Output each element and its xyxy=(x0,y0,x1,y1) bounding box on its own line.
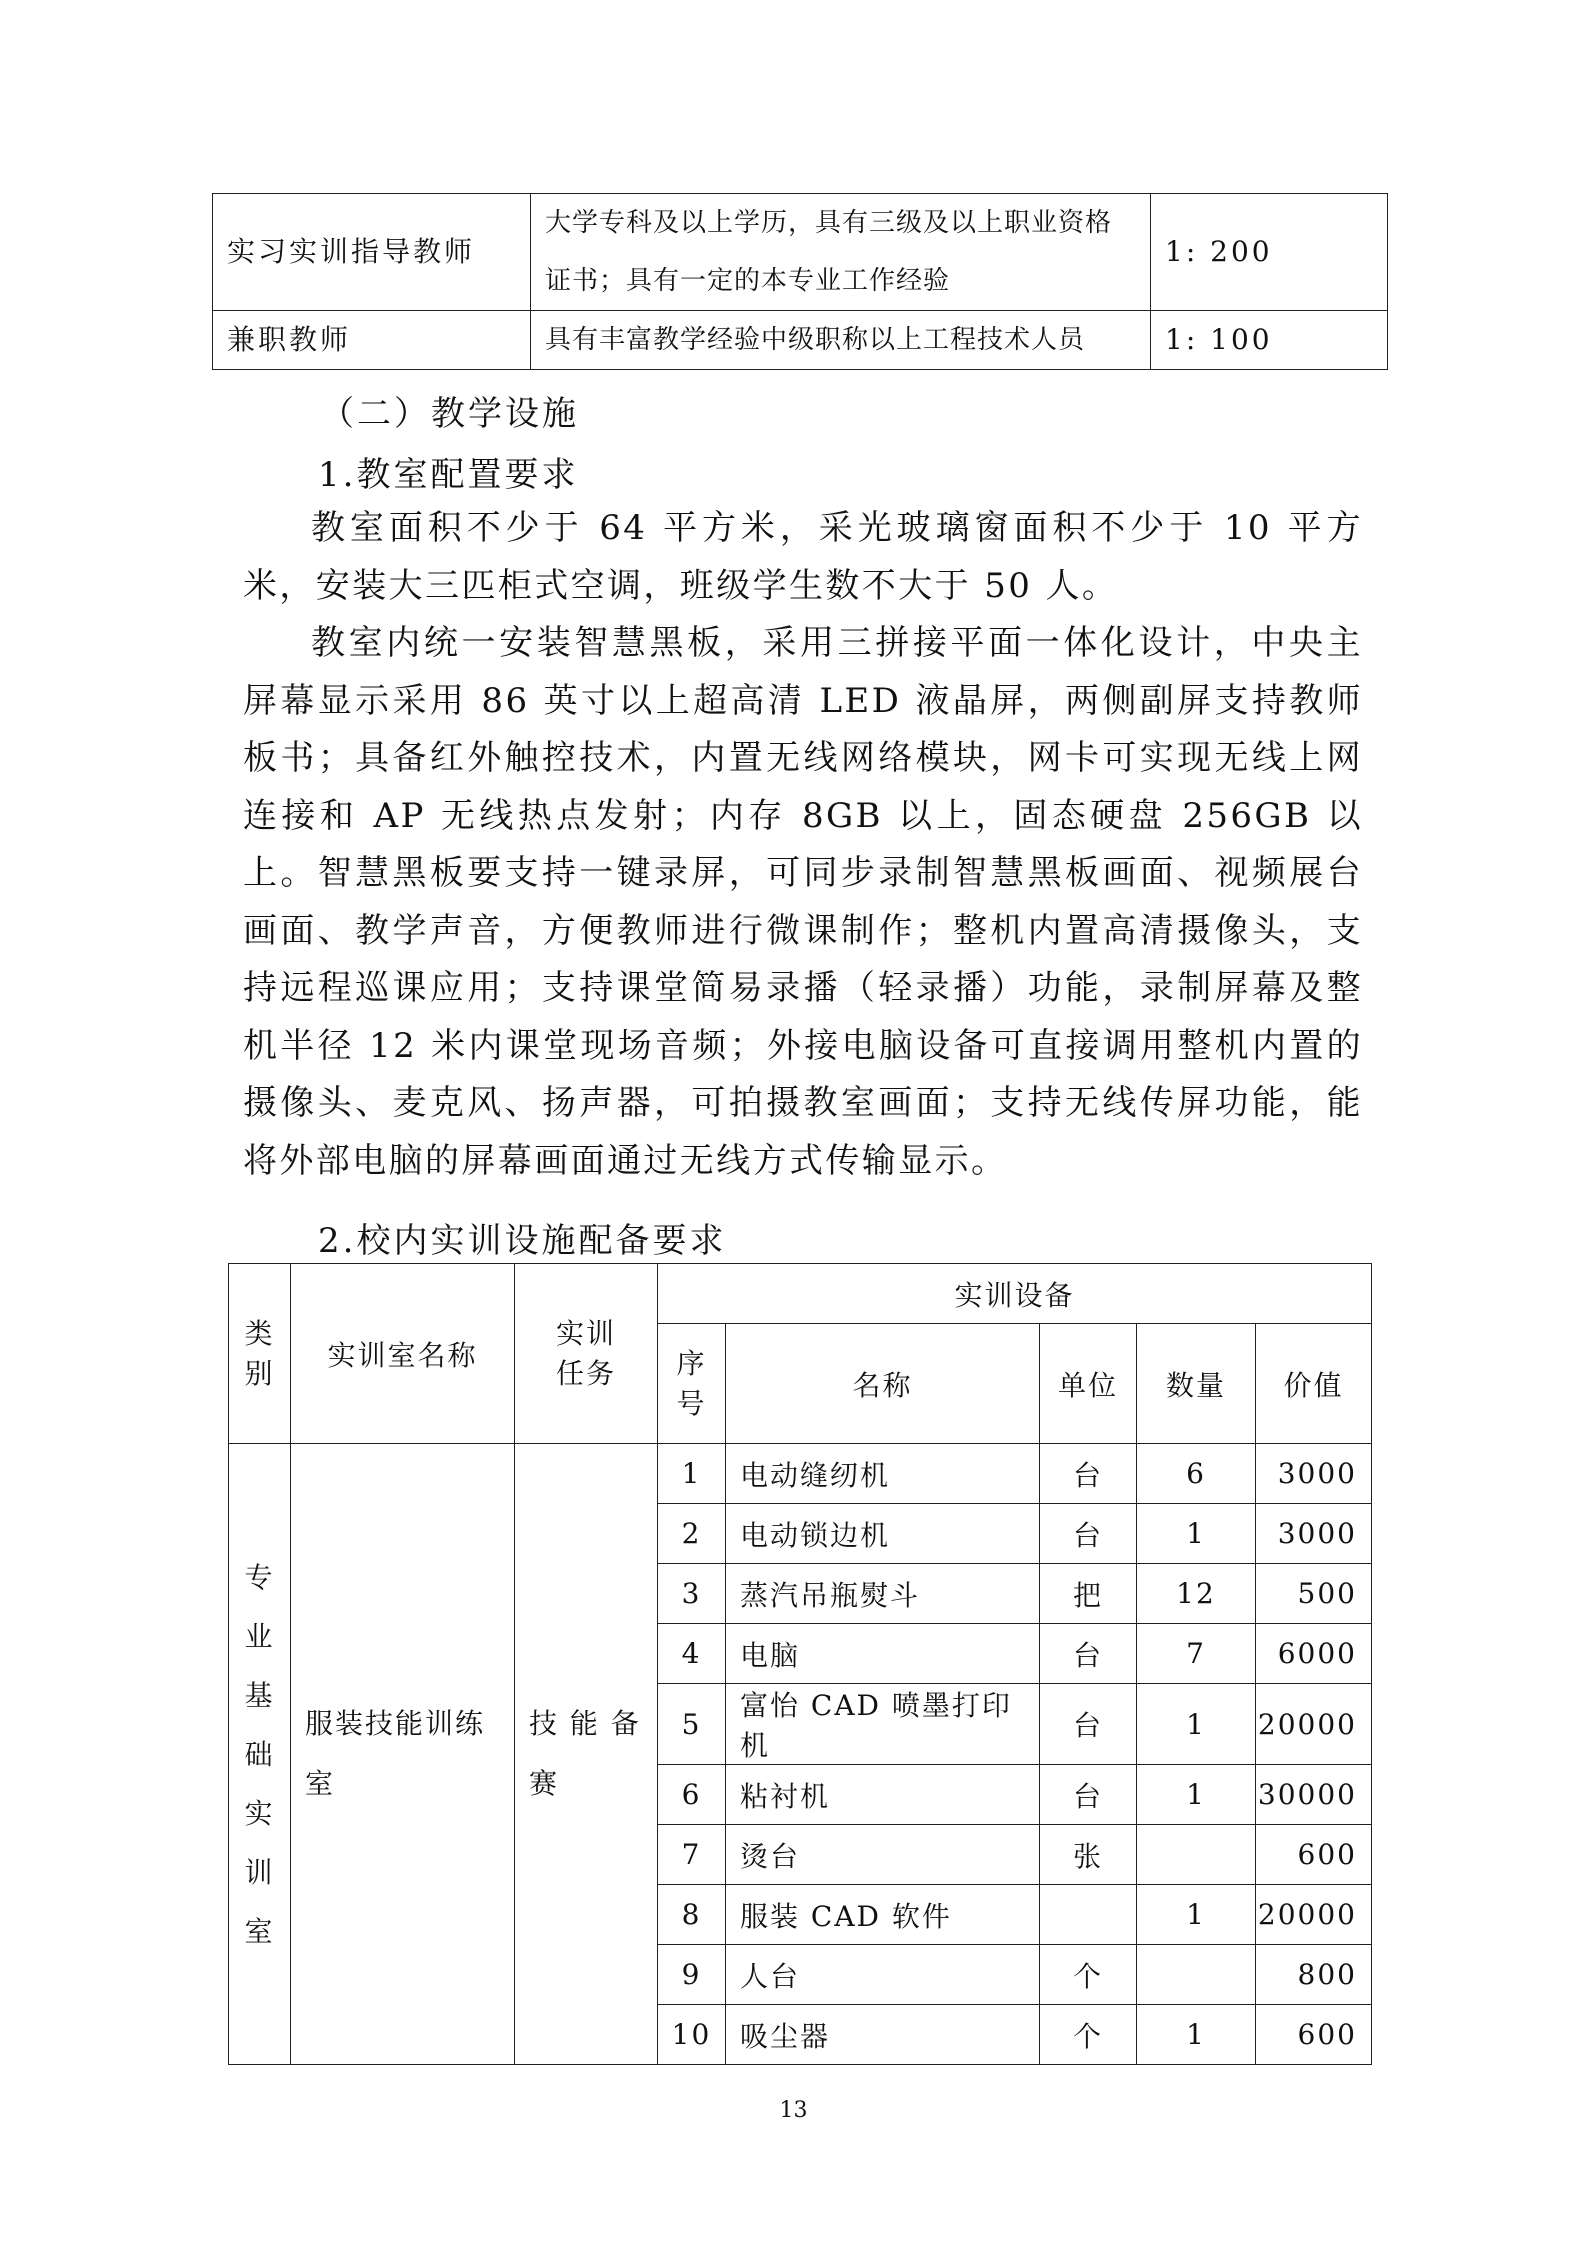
value-cell: 3000 xyxy=(1256,1504,1372,1564)
value-cell: 6000 xyxy=(1256,1624,1372,1684)
equipment-table xyxy=(228,1263,1372,2065)
value-cell: 20000 xyxy=(1256,1684,1372,1765)
requirement-line: 大学专科及以上学历，具有三级及以上职业资格 xyxy=(545,208,1113,238)
table-header-row xyxy=(229,1264,1372,1324)
qty-cell: 6 xyxy=(1137,1444,1256,1504)
seq-header: 序 号 xyxy=(658,1324,726,1444)
role-cell: 兼职教师 xyxy=(213,311,531,370)
paragraph: 教室内统一安装智慧黑板，采用三拼接平面一体化设计，中央主屏幕显示采用 86 英寸以上超高清 LED 液晶屏，两侧副屏支持教师板书；具备红外触控技术，内置无线网络模块，网卡可实现无线上网连接和 AP 无线热点发射；内存 8GB 以上，固态硬盘 256GB 以上。智慧黑板要支持一键录屏，可同步录制智慧黑板画面、视频展台画面、教学声音，方便教师进行微课制作；整机内置高清摄像头，支持远程巡课应用；支持课堂简易录播（轻录播）功能，录制屏幕及整机半径 12 米内课堂现场音频；外接电脑设备可直接调用整机内置的摄像头、麦克风、扬声器，可拍摄教室画面；支持无线传屏功能，能将外部电脑的屏幕画面通过无线方式传输显示。 xyxy=(243,623,1363,1181)
category-cell: 专 业 基 础 实 训 室 xyxy=(229,1444,291,2065)
seq-cell: 7 xyxy=(658,1825,726,1885)
unit-cell: 台 xyxy=(1040,1684,1137,1765)
qty-cell: 7 xyxy=(1137,1624,1256,1684)
qty-cell: 1 xyxy=(1137,1504,1256,1564)
page-number: 13 xyxy=(779,2098,808,2123)
unit-cell: 台 xyxy=(1040,1444,1137,1504)
seq-cell: 6 xyxy=(658,1765,726,1825)
table-row xyxy=(213,311,1388,370)
unit-cell: 个 xyxy=(1040,1945,1137,2005)
name-header: 名称 xyxy=(726,1324,1040,1444)
unit-cell: 台 xyxy=(1040,1624,1137,1684)
name-cell: 电脑 xyxy=(726,1624,1040,1684)
name-cell: 电动缝纫机 xyxy=(726,1444,1040,1504)
seq-cell: 4 xyxy=(658,1624,726,1684)
ratio-cell: 1: 200 xyxy=(1151,194,1388,311)
value-cell: 30000 xyxy=(1256,1765,1372,1825)
name-cell: 吸尘器 xyxy=(726,2005,1040,2065)
staff-table xyxy=(212,193,1388,370)
name-cell: 电动锁边机 xyxy=(726,1504,1040,1564)
requirement-cell xyxy=(531,311,1151,370)
qty-cell: 12 xyxy=(1137,1564,1256,1624)
unit-cell: 个 xyxy=(1040,2005,1137,2065)
qty-cell: 1 xyxy=(1137,1765,1256,1825)
qty-cell: 1 xyxy=(1137,2005,1256,2065)
unit-header: 单位 xyxy=(1040,1324,1137,1444)
name-cell: 服装 CAD 软件 xyxy=(726,1885,1040,1945)
name-cell: 粘衬机 xyxy=(726,1765,1040,1825)
seq-cell: 5 xyxy=(658,1684,726,1765)
equipment-header: 实训设备 xyxy=(658,1264,1372,1324)
ratio-cell: 1: 100 xyxy=(1151,311,1388,370)
subsection-heading: 2.校内实训设施配备要求 xyxy=(318,1221,727,1261)
seq-cell: 3 xyxy=(658,1564,726,1624)
value-cell: 600 xyxy=(1256,2005,1372,2065)
qty-header: 数量 xyxy=(1137,1324,1256,1444)
name-cell: 人台 xyxy=(726,1945,1040,2005)
seq-cell: 9 xyxy=(658,1945,726,2005)
table-row xyxy=(213,194,1388,311)
room-name-header: 实训室名称 xyxy=(291,1264,515,1444)
name-cell: 烫台 xyxy=(726,1825,1040,1885)
seq-cell: 1 xyxy=(658,1444,726,1504)
qty-cell xyxy=(1137,1945,1256,2005)
task-header: 实训 任务 xyxy=(515,1264,658,1444)
unit-cell: 台 xyxy=(1040,1504,1137,1564)
seq-cell: 2 xyxy=(658,1504,726,1564)
value-cell: 800 xyxy=(1256,1945,1372,2005)
requirement-line: 具有丰富教学经验中级职称以上工程技术人员 xyxy=(545,325,1086,355)
unit-cell: 张 xyxy=(1040,1825,1137,1885)
value-cell: 500 xyxy=(1256,1564,1372,1624)
role-cell: 实习实训指导教师 xyxy=(213,194,531,311)
unit-cell xyxy=(1040,1885,1137,1945)
seq-cell: 10 xyxy=(658,2005,726,2065)
unit-cell: 台 xyxy=(1040,1765,1137,1825)
qty-cell: 1 xyxy=(1137,1885,1256,1945)
requirement-line: 证书；具有一定的本专业工作经验 xyxy=(545,266,951,296)
name-cell: 蒸汽吊瓶熨斗 xyxy=(726,1564,1040,1624)
qty-cell: 1 xyxy=(1137,1684,1256,1765)
value-cell: 600 xyxy=(1256,1825,1372,1885)
section-heading: （二）教学设施 xyxy=(320,394,579,434)
paragraph: 教室面积不少于 64 平方米，采光玻璃窗面积不少于 10 平方米，安装大三匹柜式空调，班级学生数不大于 50 人。 xyxy=(243,508,1363,606)
seq-cell: 8 xyxy=(658,1885,726,1945)
table-row xyxy=(229,1444,1372,1504)
value-cell: 3000 xyxy=(1256,1444,1372,1504)
room-name-cell: 服装技能训练 室 xyxy=(291,1444,515,2065)
value-cell: 20000 xyxy=(1256,1885,1372,1945)
subsection-heading: 1.教室配置要求 xyxy=(318,455,579,495)
task-cell: 技 能 备 赛 xyxy=(515,1444,658,2065)
unit-cell: 把 xyxy=(1040,1564,1137,1624)
category-header: 类 别 xyxy=(229,1264,291,1444)
qty-cell xyxy=(1137,1825,1256,1885)
value-header: 价值 xyxy=(1256,1324,1372,1444)
name-cell: 富怡 CAD 喷墨打印机 xyxy=(726,1684,1040,1765)
requirement-cell xyxy=(531,194,1151,311)
